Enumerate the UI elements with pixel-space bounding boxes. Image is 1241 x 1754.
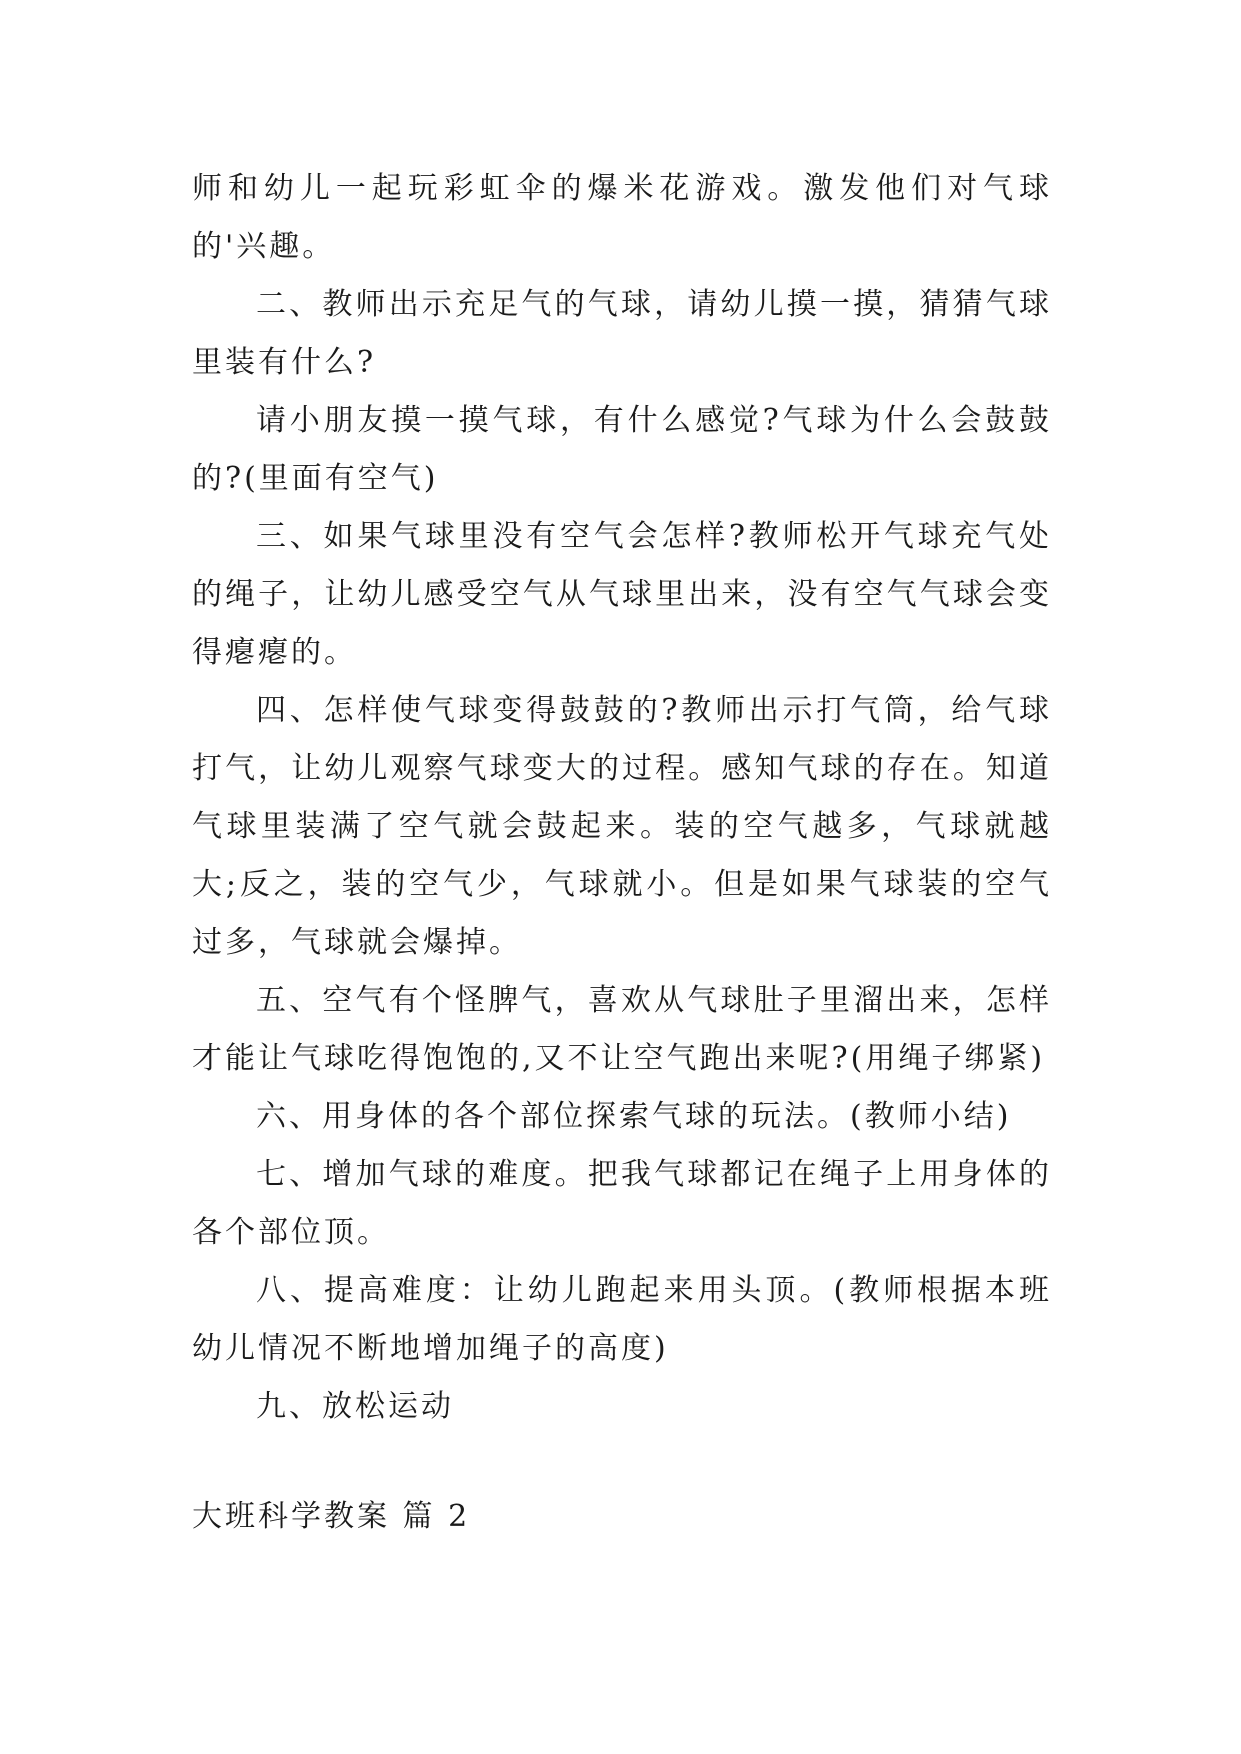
paragraph-step-9: 九、放松运动 [256,1389,454,1424]
document-body [192,160,1052,1436]
paragraph-step-2: 二、教师出示充足气的气球，请幼儿摸一摸，猜猜气球里装有什么? [192,287,1052,380]
paragraph-step-8: 八、提高难度：让幼儿跑起来用头顶。(教师根据本班幼儿情况不断地增加绳子的高度) [192,1273,1052,1366]
paragraph-question: 请小朋友摸一摸气球，有什么感觉?气球为什么会鼓鼓的?(里面有空气) [192,403,1052,496]
paragraph-continuation: 师和幼儿一起玩彩虹伞的爆米花游戏。激发他们对气球的'兴趣。 [192,171,1052,264]
paragraph-step-3: 三、如果气球里没有空气会怎样?教师松开气球充气处的绳子，让幼儿感受空气从气球里出来，没有空气气球会变得瘪瘪的。 [192,519,1052,670]
paragraph-step-7: 七、增加气球的难度。把我气球都记在绳子上用身体的各个部位顶。 [192,1157,1052,1250]
paragraph-step-5: 五、空气有个怪脾气，喜欢从气球肚子里溜出来，怎样才能让气球吃得饱饱的,又不让空气跑出来呢?(用绳子绑紧) [192,983,1052,1076]
paragraph-step-6: 六、用身体的各个部位探索气球的玩法。(教师小结) [256,1099,1012,1134]
section-title: 大班科学教案 篇 2 [192,1499,471,1534]
paragraph-step-4: 四、怎样使气球变得鼓鼓的?教师出示打气筒，给气球打气，让幼儿观察气球变大的过程。感知气球的存在。知道气球里装满了空气就会鼓起来。装的空气越多，气球就越大;反之，装的空气少，气球就小。但是如果气球装的空气过多，气球就会爆掉。 [192,693,1052,960]
